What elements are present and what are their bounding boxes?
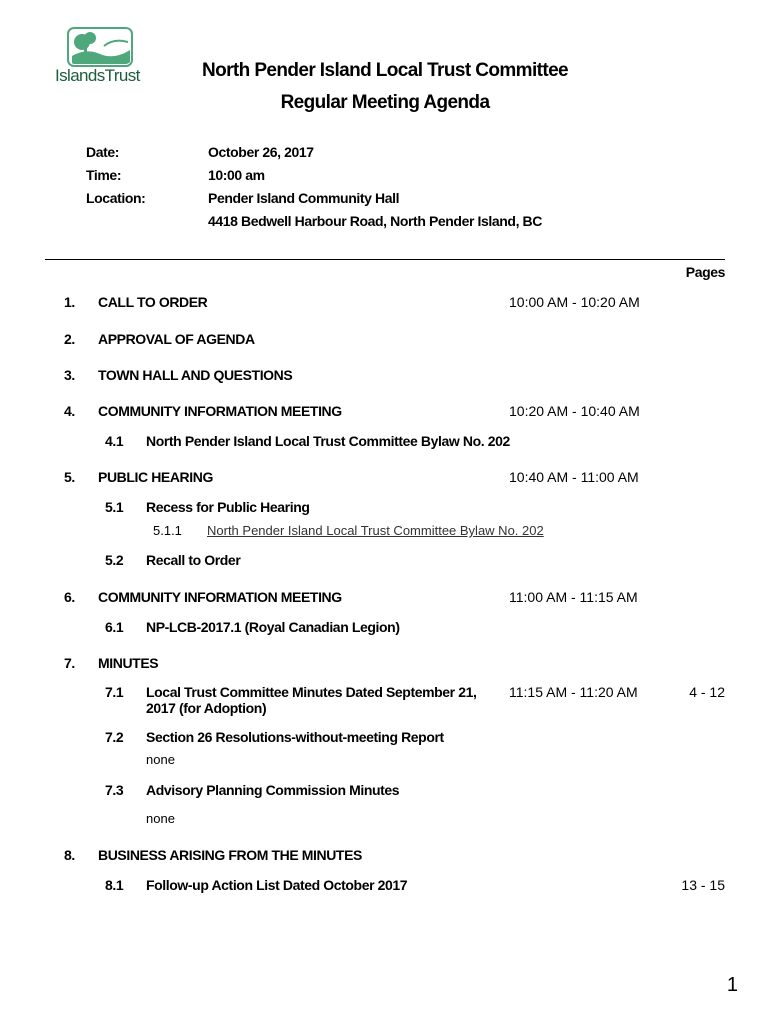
subitem-title-continued: 2017 (for Adoption): [146, 700, 267, 716]
subitem-title: Recall to Order: [146, 552, 241, 568]
bylaw-link[interactable]: North Pender Island Local Trust Committee Bylaw No. 202: [207, 523, 544, 538]
time-value: 10:00 am: [208, 167, 265, 183]
item-number: 5.: [64, 469, 75, 485]
subitem-title: Follow-up Action List Dated October 2017: [146, 877, 408, 893]
subitem-number: 5.2: [105, 552, 124, 568]
subitem-title: Local Trust Committee Minutes Dated September 21,: [146, 684, 477, 700]
subitem-number: 7.2: [105, 729, 124, 745]
location-label: Location:: [86, 190, 146, 206]
date-value: October 26, 2017: [208, 144, 314, 160]
subitem-number: 7.1: [105, 684, 124, 700]
divider: [45, 259, 725, 260]
item-title: MINUTES: [98, 655, 159, 671]
item-number: 7.: [64, 655, 75, 671]
item-time: 10:20 AM - 10:40 AM: [509, 403, 640, 419]
subitem-number: 5.1: [105, 499, 124, 515]
location-value: Pender Island Community Hall: [208, 190, 400, 206]
item-title: APPROVAL OF AGENDA: [98, 331, 255, 347]
subitem-number: 7.3: [105, 782, 124, 798]
item-time: 10:00 AM - 10:20 AM: [509, 294, 640, 310]
page-range: 4 - 12: [689, 684, 725, 700]
item-number: 6.: [64, 589, 75, 605]
item-number: 4.: [64, 403, 75, 419]
item-title: COMMUNITY INFORMATION MEETING: [98, 403, 342, 419]
item-time: 10:40 AM - 11:00 AM: [509, 469, 639, 485]
subitem-title: Section 26 Resolutions-without-meeting Report: [146, 729, 444, 745]
subitem-title: North Pender Island Local Trust Committee Bylaw No. 202: [146, 433, 510, 449]
item-title: BUSINESS ARISING FROM THE MINUTES: [98, 847, 362, 863]
pages-header: Pages: [685, 264, 725, 280]
item-time: 11:00 AM - 11:15 AM: [509, 589, 638, 605]
subitem-number: 8.1: [105, 877, 124, 893]
subitem-title: NP-LCB-2017.1 (Royal Canadian Legion): [146, 619, 400, 635]
item-title: CALL TO ORDER: [98, 294, 208, 310]
item-number: 2.: [64, 331, 75, 347]
item-number: 8.: [64, 847, 75, 863]
date-label: Date:: [86, 144, 120, 160]
item-time: 11:15 AM - 11:20 AM: [509, 684, 638, 700]
subitem-number: 4.1: [105, 433, 124, 449]
page-number: 1: [726, 974, 738, 996]
item-title: COMMUNITY INFORMATION MEETING: [98, 589, 342, 605]
item-number: 3.: [64, 367, 75, 383]
subitem-note: none: [146, 811, 175, 826]
time-label: Time:: [86, 167, 122, 183]
location-address: 4418 Bedwell Harbour Road, North Pender Island, BC: [208, 213, 542, 229]
item-number: 1.: [64, 294, 75, 310]
subitem-title: Advisory Planning Commission Minutes: [146, 782, 400, 798]
subsubitem-number: 5.1.1: [153, 523, 182, 538]
page-subtitle: Regular Meeting Agenda: [280, 92, 490, 113]
item-title: TOWN HALL AND QUESTIONS: [98, 367, 293, 383]
logo-text: IslandsTrust: [55, 66, 140, 85]
page-title: North Pender Island Local Trust Committee: [201, 60, 569, 81]
subitem-number: 6.1: [105, 619, 124, 635]
page-range: 13 - 15: [681, 877, 725, 893]
subitem-note: none: [146, 752, 175, 767]
subitem-title: Recess for Public Hearing: [146, 499, 310, 515]
item-title: PUBLIC HEARING: [98, 469, 213, 485]
